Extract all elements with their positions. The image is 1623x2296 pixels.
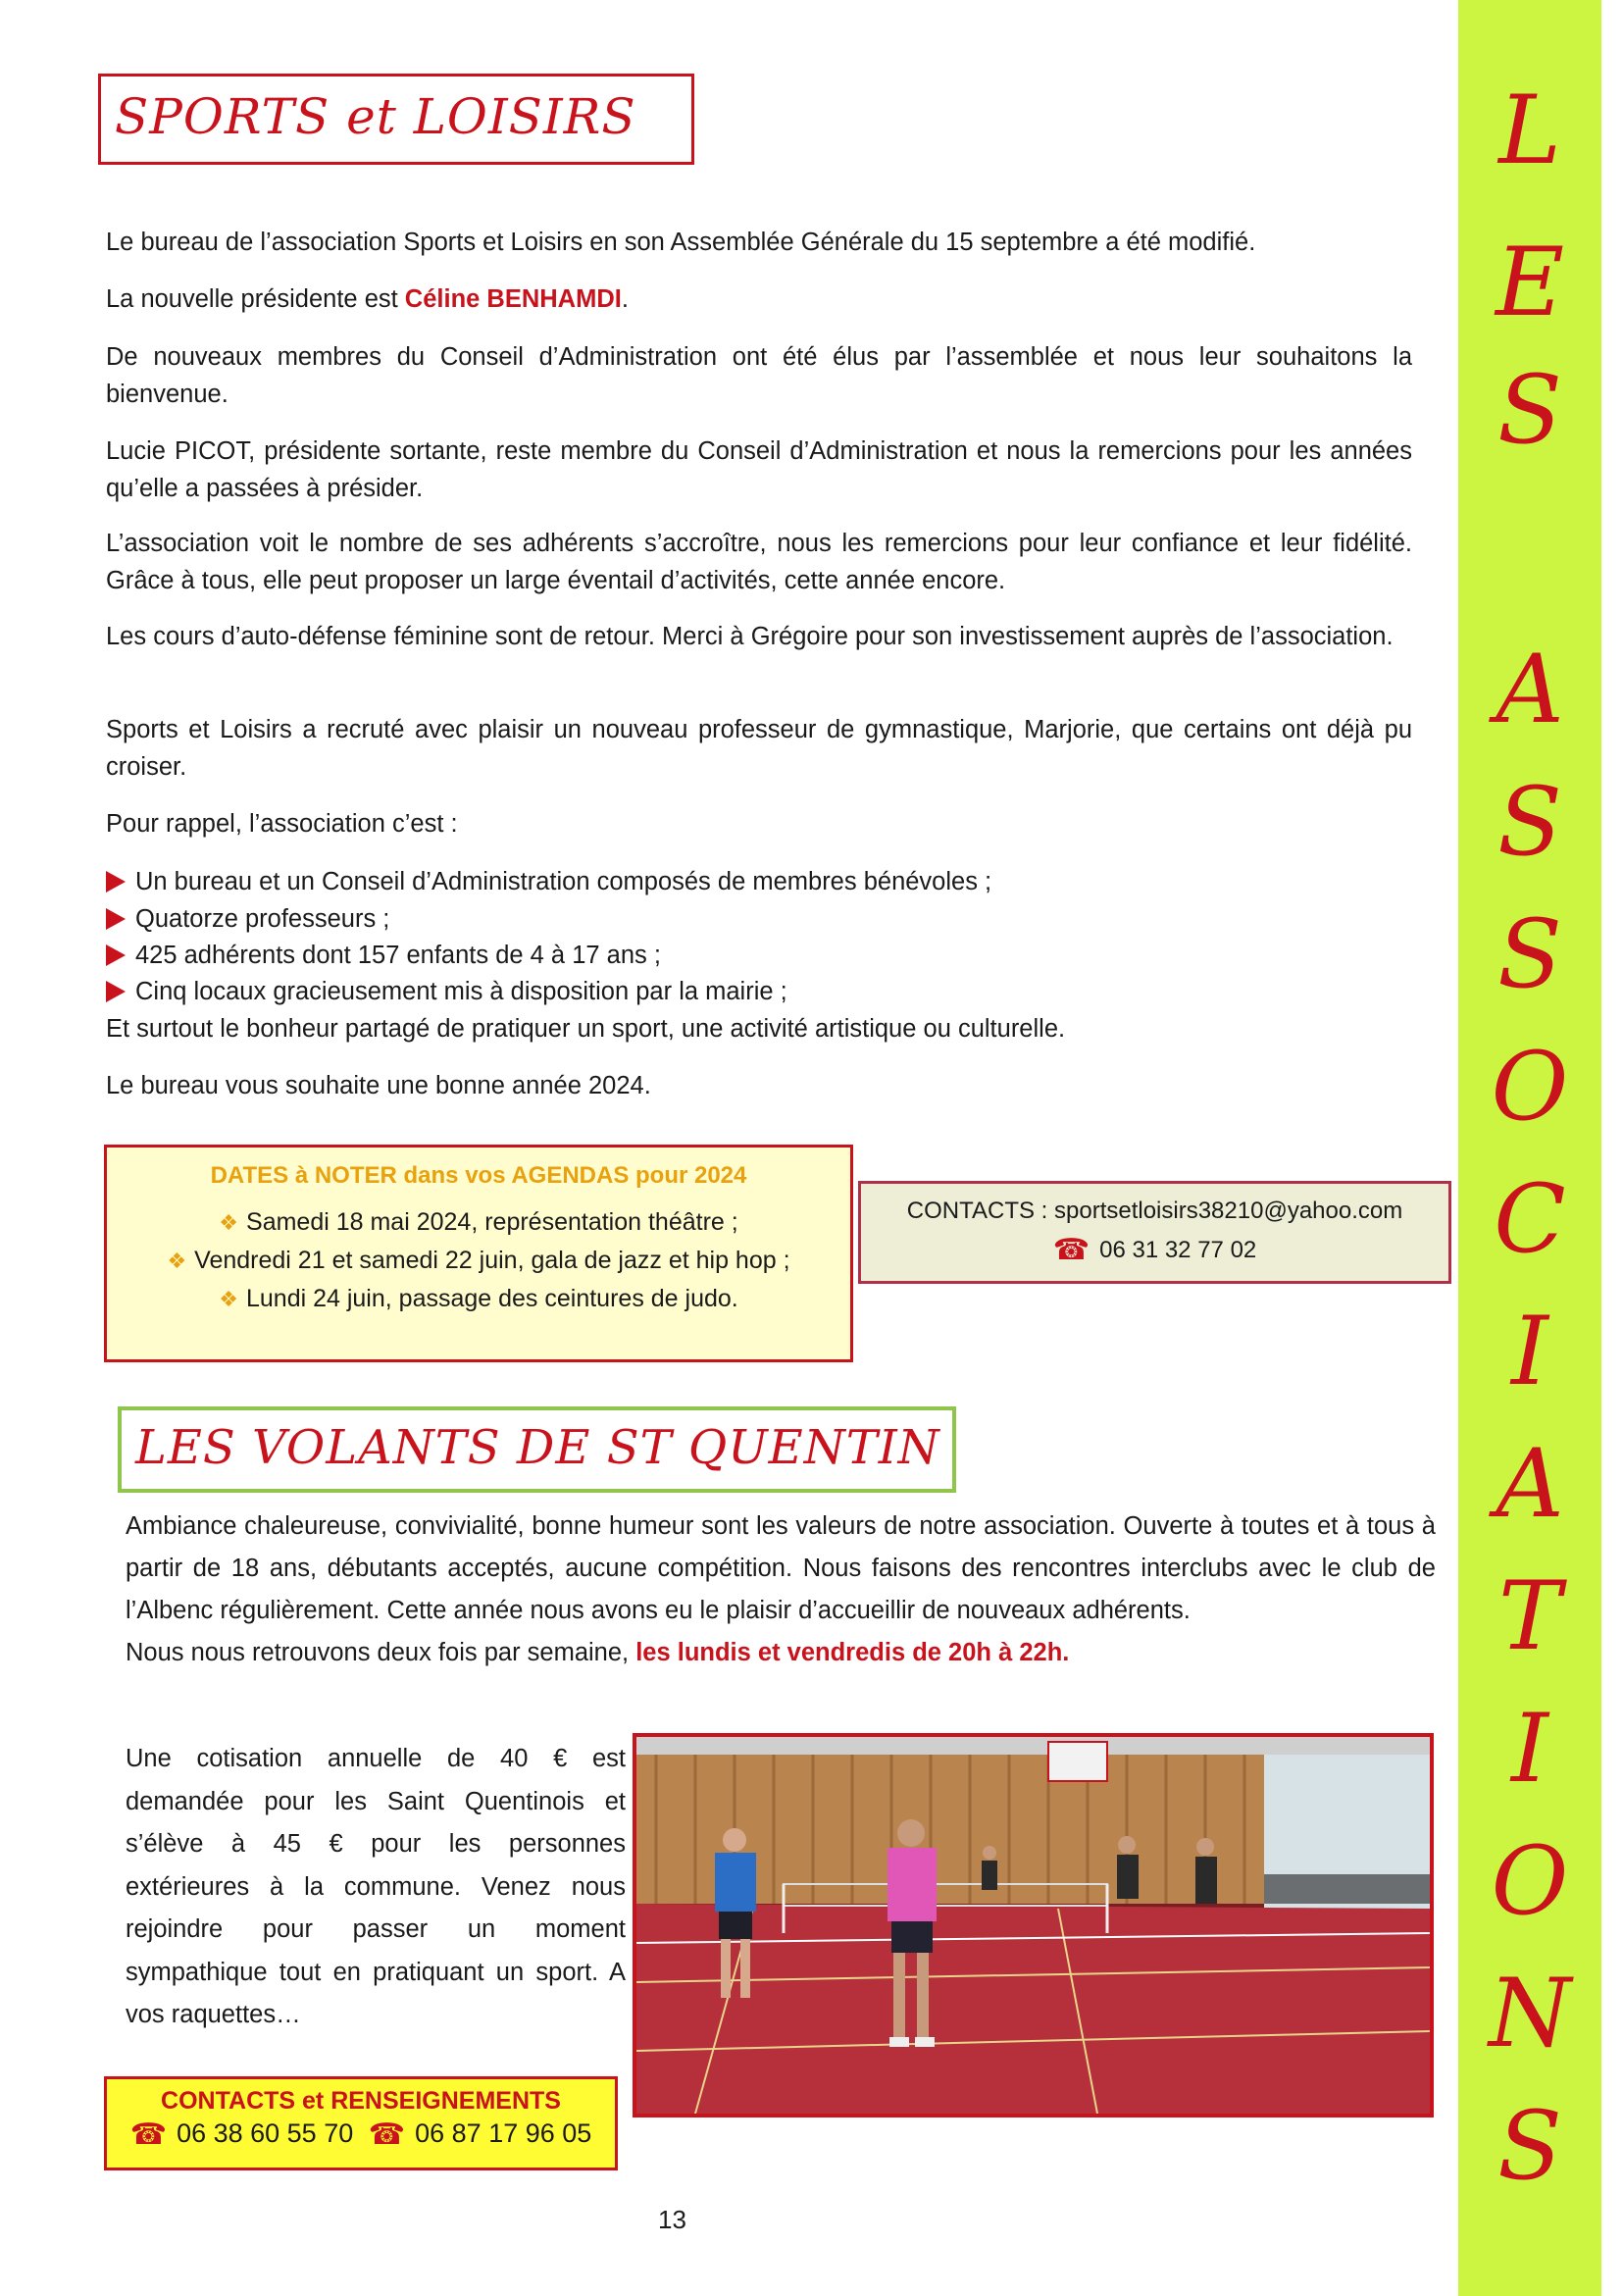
paragraph: Lucie PICOT, présidente sortante, reste membre du Conseil d’Administration et nous la remercions pour les années qu’elle a passées à présider.: [106, 437, 1412, 502]
sidebar-letter: A: [1496, 1429, 1564, 1539]
telephone-icon: ☎: [368, 2118, 406, 2151]
list-item: 425 adhérents dont 157 enfants de 4 à 17 ans ;: [106, 937, 661, 974]
sidebar-letter: O: [1491, 1032, 1569, 1142]
telephone-icon: ☎: [129, 2118, 168, 2151]
dates-box-title: DATES à NOTER dans vos AGENDAS pour 2024: [210, 1162, 747, 1189]
sidebar-letter: C: [1494, 1164, 1566, 1274]
telephone-icon: ☎: [1052, 1234, 1090, 1266]
paragraph: Sports et Loisirs a recruté avec plaisir un nouveau professeur de gymnastique, Marjorie, que certains ont déjà pu croiser.: [106, 716, 1412, 781]
contact-phones: ☎ 06 38 60 55 70 ☎ 06 87 17 96 05: [129, 2118, 592, 2151]
text: La nouvelle présidente est: [106, 285, 405, 313]
triangle-bullet-icon: [106, 944, 126, 966]
sidebar-letter: A: [1496, 635, 1564, 744]
page-number: 13: [658, 2205, 686, 2234]
paragraph: Le bureau vous souhaite une bonne année 2024.: [106, 1072, 651, 1099]
sidebar-letter: L: [1498, 76, 1561, 185]
paragraph: De nouveaux membres du Conseil d’Administration ont été élus par l’assemblée et nous leur souhaitons la bienvenue.: [106, 343, 1412, 408]
sidebar-letter: S: [1497, 899, 1562, 1009]
sidebar-letter: S: [1497, 355, 1562, 465]
triangle-bullet-icon: [106, 981, 126, 1002]
list-item: Cinq locaux gracieusement mis à disposition par la mairie ;: [106, 973, 787, 1010]
triangle-bullet-icon: [106, 908, 126, 930]
date-item: ❖ Samedi 18 mai 2024, représentation théâtre ;: [219, 1208, 738, 1236]
contact-phone: ☎ 06 31 32 77 02: [1052, 1234, 1257, 1266]
sidebar-letter: N: [1489, 1959, 1571, 2068]
triangle-bullet-icon: [106, 871, 126, 893]
list-item: Quatorze professeurs ;: [106, 900, 389, 938]
sidebar-les-associations: [1458, 0, 1601, 2296]
dates-box: [104, 1145, 853, 1362]
sidebar-letter: E: [1495, 228, 1565, 337]
badminton-gym-image: [636, 1737, 1430, 2114]
paragraph: Et surtout le bonheur partagé de pratiquer un sport, une activité artistique ou culturelle.: [106, 1015, 1066, 1043]
president-name: Céline BENHAMDI: [404, 285, 622, 313]
list-item: Un bureau et un Conseil d’Administration composés de membres bénévoles ;: [106, 863, 991, 900]
section-title-sports-loisirs: SPORTS et LOISIRS: [98, 74, 694, 165]
section-title-volants: LES VOLANTS DE ST QUENTIN: [118, 1406, 956, 1493]
contact-email: CONTACTS : sportsetloisirs38210@yahoo.com: [906, 1198, 1403, 1224]
date-item: ❖ Vendredi 21 et samedi 22 juin, gala de jazz et hip hop ;: [167, 1247, 790, 1274]
sidebar-letter: S: [1497, 2091, 1562, 2201]
date-item: ❖ Lundi 24 juin, passage des ceintures de judo.: [219, 1285, 738, 1312]
sidebar-letter: O: [1491, 1826, 1569, 1936]
diamond-bullet-icon: ❖: [219, 1287, 238, 1311]
diamond-bullet-icon: ❖: [219, 1210, 239, 1235]
schedule-highlight: les lundis et vendredis de 20h à 22h.: [635, 1639, 1070, 1666]
contacts-box: [858, 1181, 1451, 1284]
text: .: [621, 285, 629, 313]
paragraph: Les cours d’auto-défense féminine sont de retour. Merci à Grégoire pour son investissement auprès de l’association.: [106, 623, 1394, 650]
sidebar-letter: I: [1511, 1694, 1548, 1804]
text: Nous nous retrouvons deux fois par semaine,: [126, 1639, 636, 1666]
paragraph: Une cotisation annuelle de 40 € est demandée pour les Saint Quentinois et s’élève à 45 € pour les personnes extérieures à la commune. Venez nous rejoindre pour passer un moment sympathique tout en pratiquant un sport. A vos raquettes…: [126, 1745, 626, 2028]
sidebar-letter: T: [1497, 1561, 1562, 1671]
contacts-title: CONTACTS et RENSEIGNEMENTS: [161, 2087, 561, 2115]
paragraph: Le bureau de l’association Sports et Loisirs en son Assemblée Générale du 15 septembre a été modifié.: [106, 229, 1256, 256]
paragraph: [126, 1505, 1436, 1674]
paragraph: Pour rappel, l’association c’est :: [106, 810, 458, 838]
badminton-photo: [633, 1733, 1434, 2117]
sidebar-letter: S: [1497, 767, 1562, 877]
contacts-renseignements-box: [104, 2076, 618, 2170]
paragraph: L’association voit le nombre de ses adhérents s’accroître, nous les remercions pour leur confiance et leur fidélité. Grâce à tous, elle peut proposer un large éventail d’activités, cette année encore.: [106, 530, 1412, 594]
sidebar-letter: I: [1511, 1297, 1548, 1406]
paragraph: [106, 281, 1412, 318]
diamond-bullet-icon: ❖: [167, 1249, 187, 1273]
text: Ambiance chaleureuse, convivialité, bonne humeur sont les valeurs de notre association. Ouverte à toutes et à tous à partir de 18 ans, débutants acceptés, aucune compétition. Nous faisons des rencontres interclubs avec le club de l’Albenc régulièrement. Cette année nous avons eu le plaisir d’accueillir de nouveaux adhérents.: [126, 1512, 1436, 1624]
